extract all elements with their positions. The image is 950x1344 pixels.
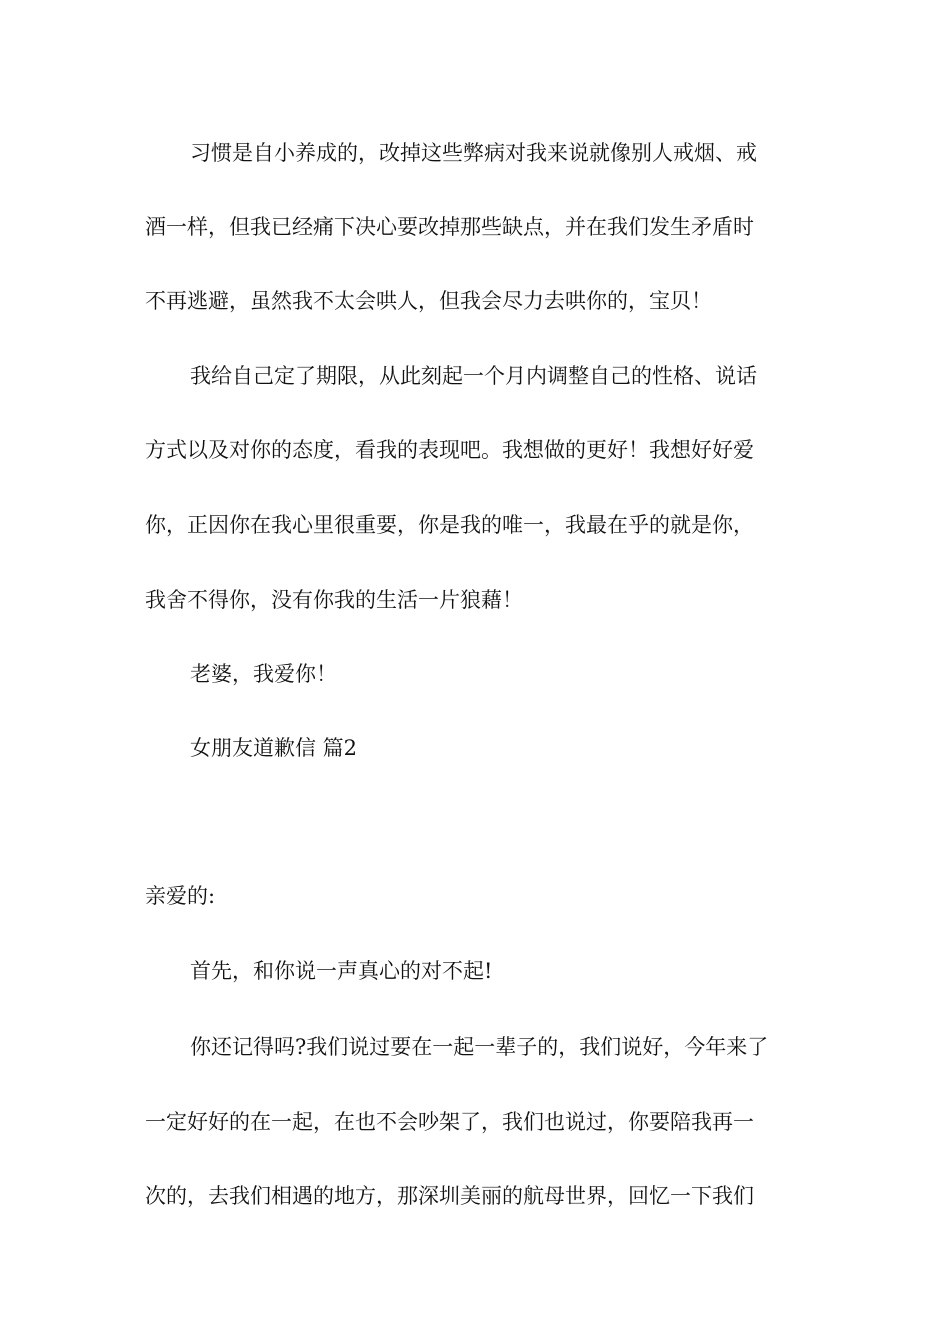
paragraph-line: 酒一样，但我已经痛下决心要改掉那些缺点，并在我们发生矛盾时 [145, 215, 754, 239]
paragraph-line: 习惯是自小养成的，改掉这些弊病对我来说就像别人戒烟、戒 [190, 141, 757, 165]
paragraph-line: 一定好好的在一起，在也不会吵架了，我们也说过，你要陪我再一 [145, 1110, 754, 1134]
paragraph-line: 方式以及对你的态度，看我的表现吧。我想做的更好！我想好好爱 [145, 438, 754, 462]
paragraph-line: 次的，去我们相遇的地方，那深圳美丽的航母世界，回忆一下我们 [145, 1184, 754, 1208]
paragraph-line: 老婆，我爱你！ [190, 662, 337, 686]
paragraph-line: 首先，和你说一声真心的对不起! [190, 959, 493, 983]
section-heading: 女朋友道歉信 篇2 [190, 736, 358, 760]
paragraph-line: 你还记得吗?我们说过要在一起一辈子的，我们说好，今年来了 [190, 1035, 769, 1059]
salutation: 亲爱的: [145, 884, 216, 908]
paragraph-line: 我舍不得你，没有你我的生活一片狼藉！ [145, 588, 523, 612]
paragraph-line: 你，正因你在我心里很重要，你是我的唯一，我最在乎的就是你， [145, 513, 754, 537]
paragraph-line: 我给自己定了期限，从此刻起一个月内调整自己的性格、说话 [190, 364, 757, 388]
paragraph-line: 不再逃避，虽然我不太会哄人，但我会尽力去哄你的，宝贝！ [145, 289, 712, 313]
